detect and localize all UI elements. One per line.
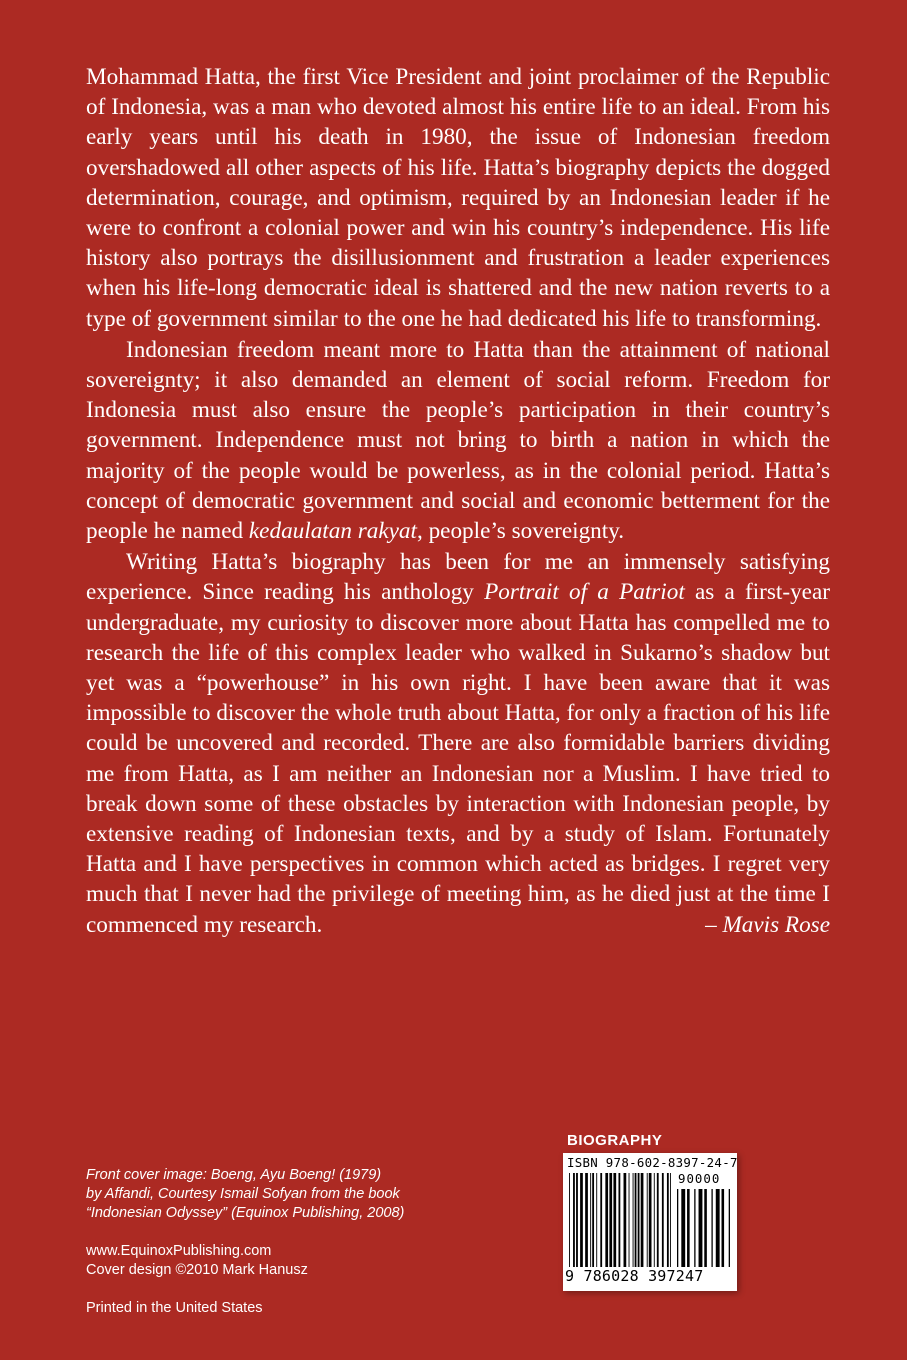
barcode-bar: [629, 1173, 630, 1267]
barcode-bar: [569, 1173, 570, 1267]
barcode-bar: [624, 1173, 627, 1267]
barcode-bar: [687, 1189, 690, 1267]
barcode-bar: [573, 1173, 575, 1267]
caption-line-3: “Indonesian Odyssey” (Equinox Publishing, 2008): [86, 1205, 405, 1221]
barcode-bar: [711, 1189, 712, 1267]
barcode-bar: [694, 1189, 695, 1267]
barcode-bar: [704, 1189, 707, 1267]
barcode-bar: [580, 1173, 583, 1267]
barcode-bar: [613, 1173, 616, 1267]
barcode-bar: [576, 1173, 578, 1267]
blurb-paragraph-1: [86, 62, 830, 334]
barcode-bar: [592, 1173, 594, 1267]
barcode-bar: [600, 1173, 602, 1267]
barcode-bar: [667, 1173, 669, 1267]
barcode-bar: [635, 1173, 637, 1267]
blurb-paragraph-3: [86, 547, 830, 940]
barcode-bar: [699, 1189, 703, 1267]
cover-design-credit: Cover design ©2010 Mark Hanusz: [86, 1262, 308, 1278]
blurb-paragraph-2-end: , people’s sovereignty.: [416, 518, 625, 545]
barcode-bar: [677, 1189, 678, 1267]
barcode-bar: [657, 1173, 659, 1267]
author-signature: – Mavis Rose: [705, 911, 830, 938]
blurb-term-kedaulatan-rakyat: kedaulatan rakyat: [248, 518, 417, 545]
ean-barcode-bars: [569, 1173, 673, 1269]
blurb-paragraph-1-text: Mohammad Hatta, the first Vice President and joint proclaimer of the Republic of Indonesia, was a man who devoted almost his entire life to an ideal. From his early years until his death in 1980, the issue of Indonesian freedom overshadowed all other aspects of his life. Hatta’s biography depicts the dogged determination, courage, and optimism, required by an Indonesian leader if he were to confront a colonial power and win his country’s independence. His life history also portrays the disillusionment and frustration a leader experiences when his life-long democratic ideal is shattered and the new nation reverts to a type of government similar to the one he had dedicated his life to transforming.: [86, 64, 830, 332]
barcode-bar: [596, 1173, 597, 1267]
barcode-bar: [681, 1189, 685, 1267]
cover-credits: [86, 1166, 506, 1318]
barcode-bar: [618, 1173, 620, 1267]
category-label: BIOGRAPHY: [567, 1132, 663, 1149]
caption-line-2: by Affandi, Courtesy Ismail Sofyan from the book: [86, 1186, 400, 1202]
barcode-bar: [716, 1189, 720, 1267]
back-cover-blurb: [86, 62, 830, 940]
barcode-bar: [670, 1173, 671, 1267]
isbn-number: ISBN 978-602-8397-24-7: [567, 1155, 738, 1170]
publisher-website: www.EquinoxPublishing.com: [86, 1243, 272, 1259]
barcode-bar: [662, 1173, 664, 1267]
barcode-bar: [729, 1189, 730, 1267]
publisher-info: [86, 1242, 506, 1280]
cover-image-caption: [86, 1166, 506, 1223]
isbn-barcode: [563, 1153, 737, 1291]
barcode-bar: [649, 1173, 652, 1267]
price-code: 90000: [678, 1171, 721, 1186]
blurb-paragraph-2-start: Indonesian freedom meant more to Hatta than the attainment of national sovereignty; it also demanded an element of social reform. Freedom for Indonesia must also ensure the people’s participation in their country’s government. Independence must not bring to birth a nation in which the majority of the people would be powerless, as in the colonial period. Hatta’s concept of democratic government and social and economic betterment for the people he named: [86, 336, 830, 545]
printed-notice: Printed in the United States: [86, 1300, 263, 1316]
barcode-bar: [641, 1173, 644, 1267]
price-addon-bars: [677, 1189, 733, 1267]
blurb-book-title: Portrait of a Patriot: [484, 579, 685, 606]
barcode-bar: [585, 1173, 588, 1267]
blurb-paragraph-2: [86, 335, 830, 546]
barcode-bar: [590, 1173, 591, 1267]
blurb-paragraph-3-start: Writing Hatta’s biography has been for me an immensely satisfying experience. Since reading his anthology: [86, 549, 830, 606]
ean-digits: 9 786028 397247: [565, 1267, 704, 1285]
barcode-bar: [605, 1173, 608, 1267]
barcode-bar: [722, 1189, 725, 1267]
barcode-bar: [633, 1173, 634, 1267]
caption-line-1: Front cover image: Boeng, Ayu Boeng! (1979): [86, 1167, 382, 1183]
blurb-paragraph-3-end: as a first-year undergraduate, my curiosity to discover more about Hatta has compelled me to research the life of this complex leader who walked in Sukarno’s shadow but yet was a “powerhouse” in his own right. I have been aware that it was impossible to discover the whole truth about Hatta, for only a fraction of his life could be uncovered and recorded. There are also formidable barriers dividing me from Hatta, as I am neither an Indonesian nor a Muslim. I have tried to break down some of these obstacles by interaction with Indonesian people, by extensive reading of Indonesian texts, and by a study of Islam. Fortunately Hatta and I have perspectives in common which acted as bridges. I regret very much that I never had the privilege of meeting him, as he died just at the time I commenced my research.: [86, 579, 830, 938]
barcode-bar: [638, 1173, 640, 1267]
barcode-bar: [654, 1173, 655, 1267]
barcode-bar: [647, 1173, 648, 1267]
barcode-bar: [609, 1173, 612, 1267]
